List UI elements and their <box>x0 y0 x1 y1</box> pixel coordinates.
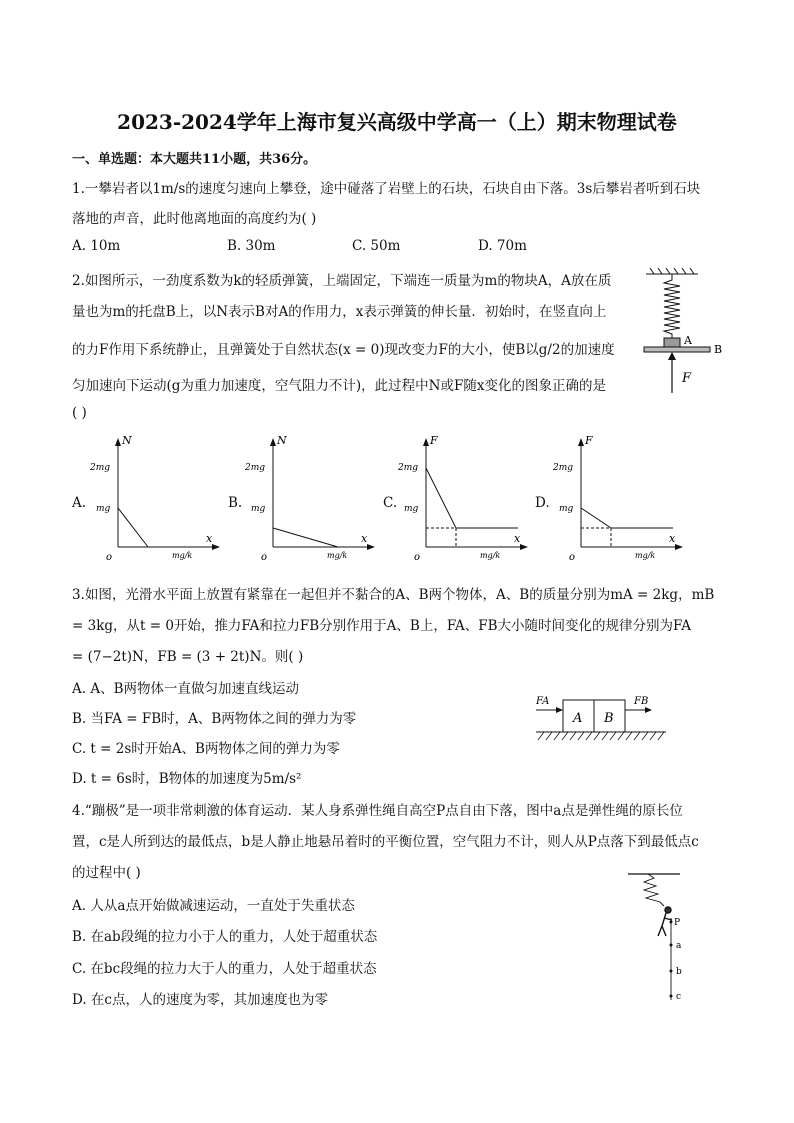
q2-line5: ( ) <box>72 405 87 421</box>
tick-2mg: 2mg <box>245 463 266 473</box>
q4-line1: 4.“蹦极”是一项非常刺激的体育运动．某人身系弹性绳自高空P点自由下落，图中a点是弹性绳的原长位 <box>72 803 683 819</box>
point-c-label: c <box>676 992 682 1002</box>
x-label: x <box>361 532 368 545</box>
y-label: N <box>122 434 132 447</box>
y-axis-arrow <box>270 438 276 446</box>
fb-label: FB <box>634 696 649 707</box>
q3-line2: = 3kg，从t = 0开始，推力FA和拉力FB分别作用于A、B上，FA、FB大小随时间变化的规律分别为FA <box>72 618 691 634</box>
y-label: N <box>277 434 287 447</box>
q2-line4: 匀加速向下运动(g为重力加速度，空气阻力不计)，此过程中N或F随x变化的图象正确的是 <box>72 378 606 394</box>
x-axis-arrow <box>212 544 220 550</box>
q3-option-a: A. A、B两物体一直做匀加速直线运动 <box>72 681 300 697</box>
fb-arrow-head <box>645 707 652 713</box>
point-p-label: P <box>674 918 681 928</box>
x-axis-arrow <box>367 544 375 550</box>
ceiling-hatch <box>646 268 698 274</box>
origin: o <box>414 552 421 563</box>
bungee-cord <box>644 874 664 906</box>
tick-mg-k: mg/k <box>172 551 193 560</box>
force-arrow-head <box>668 352 676 360</box>
blocks-figure <box>530 690 670 744</box>
point-a <box>670 944 673 947</box>
x-label: x <box>206 532 213 545</box>
graph-d-plot <box>551 432 691 567</box>
point-p <box>670 921 673 924</box>
point-a-label: a <box>676 941 682 951</box>
block-a <box>664 338 680 347</box>
curve <box>118 508 148 547</box>
q1-line1: 1.一攀岩者以1m/s的速度匀速向上攀登，途中碰落了岩壁上的石块，石块自由下落。3s后攀岩者听到石块 <box>72 181 701 197</box>
x-label: x <box>669 532 676 545</box>
q4-option-d: D. 在c点，人的速度为零，其加速度也为零 <box>72 992 328 1008</box>
spring <box>664 274 680 338</box>
x-axis-arrow <box>675 544 683 550</box>
origin: o <box>261 552 268 563</box>
q1-option-a: A. 10m <box>72 238 121 254</box>
fa-arrow-head <box>556 707 563 713</box>
x-axis-arrow <box>520 544 528 550</box>
q3-option-d: D. t = 6s时，B物体的加速度为5m/s² <box>72 771 302 787</box>
graph-b-label: B. <box>228 495 243 511</box>
y-label: F <box>430 434 438 447</box>
tray-b <box>644 347 710 352</box>
curve-sloped <box>581 508 611 528</box>
q2-line1: 2.如图所示，一劲度系数为k的轻质弹簧，上端固定，下端连一质量为m的物块A，A放在质 <box>72 273 612 289</box>
graph-a-plot <box>88 432 228 567</box>
page-title: 2023-2024学年上海市复兴高级中学高一（上）期末物理试卷 <box>117 110 677 134</box>
curve <box>273 528 338 547</box>
point-c <box>670 995 673 998</box>
tick-mg: mg <box>251 504 266 514</box>
tick-mg: mg <box>559 504 574 514</box>
block-a-label: A <box>684 334 692 347</box>
tray-b-label: B <box>714 343 723 356</box>
bungee-figure <box>624 870 694 1005</box>
tick-mg-k: mg/k <box>480 551 501 560</box>
q1-option-b: B. 30m <box>227 238 276 254</box>
y-label: F <box>585 434 593 447</box>
q4-line3: 的过程中( ) <box>72 865 141 881</box>
force-label: F <box>682 371 692 386</box>
q2-line2: 量也为m的托盘B上，以N表示B对A的作用力，x表示弹簧的伸长量．初始时，在竖直向上 <box>72 304 607 320</box>
tick-2mg: 2mg <box>553 463 574 473</box>
q3-option-c: C. t = 2s时开始A、B两物体之间的弹力为零 <box>72 741 340 757</box>
y-axis-arrow <box>423 438 429 446</box>
q3-option-b: B. 当FA = FB时，A、B两物体之间的弹力为零 <box>72 711 357 727</box>
section-heading: 一、单选题：本大题共11小题，共36分。 <box>72 152 317 167</box>
y-axis-arrow <box>578 438 584 446</box>
graph-c-label: C. <box>383 495 398 511</box>
point-b-label: b <box>676 967 682 977</box>
y-axis-arrow <box>115 438 121 446</box>
q3-line1: 3.如图，光滑水平面上放置有紧靠在一起但并不黏合的A、B两个物体，A、B的质量分别为mA = 2kg，mB <box>72 587 715 603</box>
tick-2mg: 2mg <box>90 463 111 473</box>
q1-line2: 落地的声音，此时他离地面的高度约为( ) <box>72 211 317 227</box>
q2-line3: 的力F作用下系统静止，且弹簧处于自然状态(x = 0)现改变力F的大小，使B以g/2的加速度 <box>72 342 615 358</box>
graph-c-plot <box>396 432 536 567</box>
q1-option-d: D. 70m <box>478 238 527 254</box>
origin: o <box>106 552 113 563</box>
q4-option-b: B. 在ab段绳的拉力小于人的重力，人处于超重状态 <box>72 929 378 945</box>
q4-line2: 置，c是人所到达的最低点，b是人静止地悬吊着时的平衡位置，空气阻力不计，则人从P点落下到最低点c <box>72 834 699 850</box>
block-a-label: A <box>573 711 583 726</box>
block-b-label: B <box>604 711 614 726</box>
q3-line3: = (7−2t)N，FB = (3 + 2t)N。则( ) <box>72 649 304 665</box>
graph-b-plot <box>243 432 383 567</box>
x-label: x <box>514 532 521 545</box>
point-b <box>670 970 673 973</box>
q4-option-c: C. 在bc段绳的拉力大于人的重力，人处于超重状态 <box>72 961 377 977</box>
tick-mg-k: mg/k <box>635 551 656 560</box>
spring-figure <box>636 266 726 396</box>
graph-a-label: A. <box>72 495 87 511</box>
graph-d-label: D. <box>535 495 550 511</box>
q1-option-c: C. 50m <box>352 238 401 254</box>
origin: o <box>569 552 576 563</box>
ground-hatch <box>538 732 664 740</box>
tick-mg: mg <box>96 504 111 514</box>
fa-label: FA <box>536 696 550 707</box>
tick-2mg: 2mg <box>398 463 419 473</box>
q4-option-a: A. 人从a点开始做减速运动，一直处于失重状态 <box>72 898 355 914</box>
tick-mg-k: mg/k <box>327 551 348 560</box>
tick-mg: mg <box>404 504 419 514</box>
curve-sloped <box>426 468 456 528</box>
